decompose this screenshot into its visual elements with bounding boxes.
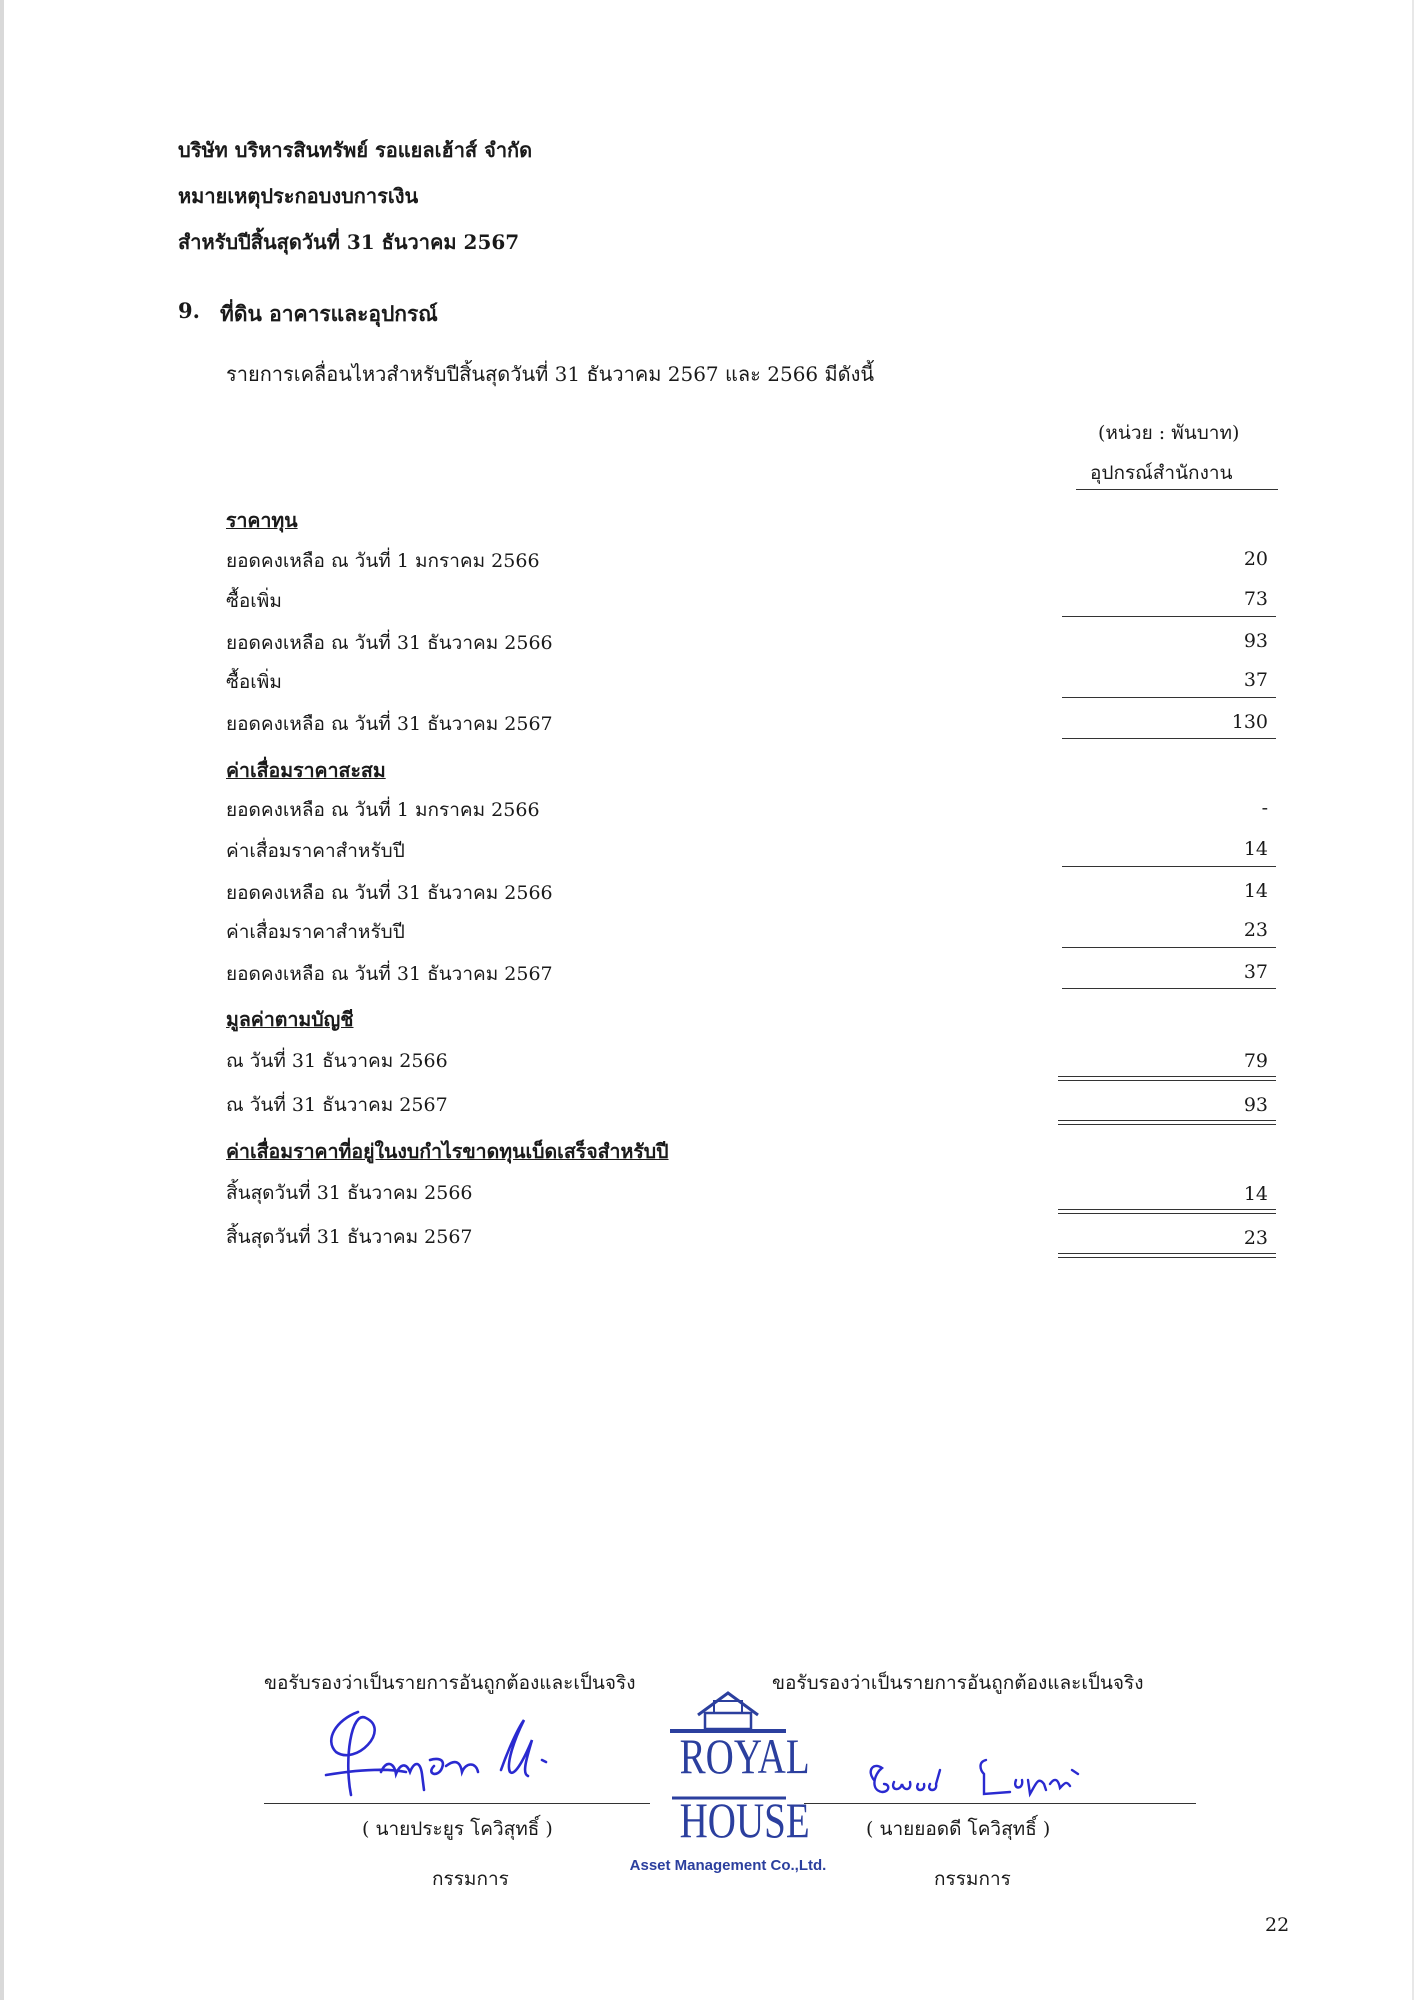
table-row-value: 130 [1231, 711, 1268, 733]
table-row-label: ยอดคงเหลือ ณ วันที่ 31 ธันวาคม 2566 [226, 632, 553, 654]
subtotal-rule [1062, 947, 1276, 948]
subtotal-rule [1062, 616, 1276, 617]
table-row-label: ค่าเสื่อมราคาสำหรับปี [226, 921, 405, 943]
table-row-value: 23 [1243, 1227, 1268, 1249]
table-row-value: 37 [1243, 961, 1268, 983]
section-dep-in-pl-title: ค่าเสื่อมราคาที่อยู่ในงบกำไรขาดทุนเบ็ดเสร็จสำหรับปี [226, 1140, 669, 1163]
scan-edge [0, 0, 4, 2000]
table-row-label: ยอดคงเหลือ ณ วันที่ 31 ธันวาคม 2566 [226, 882, 553, 904]
table-row-value: 37 [1243, 669, 1268, 691]
table-row-label: สิ้นสุดวันที่ 31 ธันวาคม 2566 [226, 1182, 473, 1204]
table-row-value: 14 [1243, 838, 1268, 860]
section-cost-title: ราคาทุน [226, 509, 298, 532]
section-book-value-title: มูลค่าตามบัญชี [226, 1008, 354, 1031]
right-signatory-role: กรรมการ [934, 1868, 1011, 1890]
column-header-underline [1076, 489, 1278, 490]
double-rule [1058, 1253, 1276, 1258]
table-row-value: 79 [1243, 1050, 1268, 1072]
certification-left-text: ขอรับรองว่าเป็นรายการอันถูกต้องและเป็นจริง [264, 1672, 636, 1694]
note-title: ที่ดิน อาคารและอุปกรณ์ [220, 301, 438, 326]
table-row-label: ซื้อเพิ่ม [226, 671, 282, 693]
right-signatory-name: ( นายยอดดี โควิสุทธิ์ ) [866, 1818, 1051, 1840]
left-signatory-name: ( นายประยูร โควิสุทธิ์ ) [362, 1818, 553, 1840]
table-row-label: ซื้อเพิ่ม [226, 590, 282, 612]
page-number: 22 [1265, 1914, 1290, 1936]
table-row-label: ค่าเสื่อมราคาสำหรับปี [226, 840, 405, 862]
document-title: หมายเหตุประกอบงบการเงิน [178, 184, 419, 208]
logo-line2: HOUSE [679, 1792, 810, 1848]
table-row-value: 20 [1243, 548, 1268, 570]
left-signature [296, 1700, 596, 1810]
double-rule [1058, 1120, 1276, 1125]
column-header: อุปกรณ์สำนักงาน [1090, 462, 1233, 484]
total-rule [1062, 988, 1276, 989]
company-logo [629, 1685, 827, 1875]
logo-tagline: Asset Management Co.,Ltd. [629, 1857, 827, 1874]
table-row-label: ยอดคงเหลือ ณ วันที่ 1 มกราคม 2566 [226, 550, 540, 572]
table-row-label: ยอดคงเหลือ ณ วันที่ 1 มกราคม 2566 [226, 799, 540, 821]
left-signatory-role: กรรมการ [432, 1868, 509, 1890]
table-row-label: ยอดคงเหลือ ณ วันที่ 31 ธันวาคม 2567 [226, 713, 553, 735]
certification-right-text: ขอรับรองว่าเป็นรายการอันถูกต้องและเป็นจริง [772, 1672, 1144, 1694]
section-depreciation-title: ค่าเสื่อมราคาสะสม [226, 759, 386, 782]
table-row-value: 73 [1243, 588, 1268, 610]
subtotal-rule [1062, 697, 1276, 698]
total-rule [1062, 738, 1276, 739]
period-title: สำหรับปีสิ้นสุดวันที่ 31 ธันวาคม 2567 [178, 230, 520, 254]
table-row-value: 14 [1243, 1183, 1268, 1205]
table-row-value: 93 [1243, 630, 1268, 652]
table-row-value: - [1261, 797, 1268, 819]
subtotal-rule [1062, 866, 1276, 867]
right-signature-line [804, 1803, 1196, 1804]
table-row-label: ณ วันที่ 31 ธันวาคม 2567 [226, 1094, 448, 1116]
note-intro: รายการเคลื่อนไหวสำหรับปีสิ้นสุดวันที่ 31 ธันวาคม 2567 และ 2566 มีดังนี้ [226, 362, 875, 386]
table-row-value: 23 [1243, 919, 1268, 941]
right-signature [860, 1740, 1100, 1810]
table-row-label: ยอดคงเหลือ ณ วันที่ 31 ธันวาคม 2567 [226, 963, 553, 985]
unit-label: (หน่วย : พันบาท) [1098, 422, 1240, 444]
left-signature-line [264, 1803, 650, 1804]
double-rule [1058, 1209, 1276, 1214]
company-name: บริษัท บริหารสินทรัพย์ รอแยลเฮ้าส์ จำกัด [178, 138, 533, 162]
table-row-value: 14 [1243, 880, 1268, 902]
table-row-label: สิ้นสุดวันที่ 31 ธันวาคม 2567 [226, 1226, 473, 1248]
double-rule [1058, 1076, 1276, 1081]
note-number: 9. [178, 298, 200, 323]
table-row-value: 93 [1243, 1094, 1268, 1116]
table-row-label: ณ วันที่ 31 ธันวาคม 2566 [226, 1050, 448, 1072]
logo-line1: ROYAL [679, 1728, 810, 1784]
